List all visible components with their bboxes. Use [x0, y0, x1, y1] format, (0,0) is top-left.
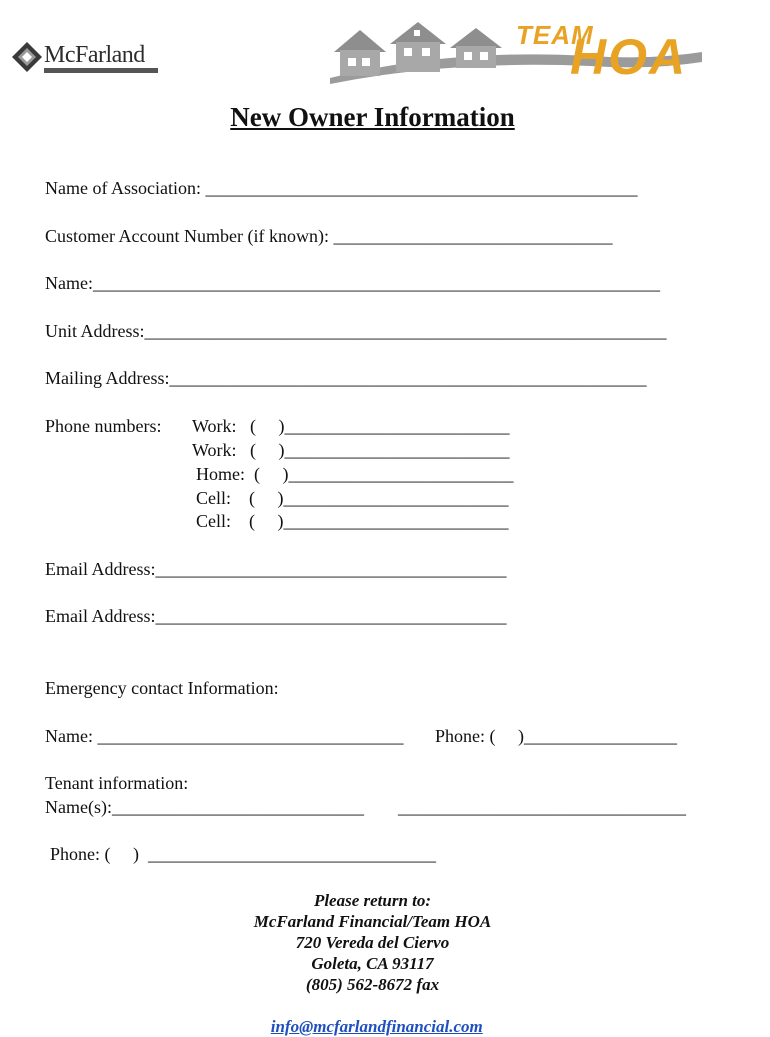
mailing-address-field[interactable]: Mailing Address:_____________________________________________________ — [45, 368, 647, 388]
logo-underbar — [44, 68, 158, 73]
emergency-name-field[interactable]: Name: __________________________________ — [45, 726, 404, 746]
email-address-2-field[interactable]: Email Address:_______________________________________ — [45, 606, 507, 626]
phone-work-1-field[interactable]: Work: ( )_________________________ — [192, 416, 510, 436]
team-hoa-logo — [330, 18, 702, 84]
diamond-logo-icon — [10, 40, 44, 74]
phone-work-2-field[interactable]: Work: ( )_________________________ — [192, 440, 510, 460]
return-city: Goleta, CA 93117 — [311, 954, 434, 973]
tenant-names-field[interactable]: Name(s):____________________________ — [45, 797, 364, 817]
phone-numbers-label: Phone numbers: — [45, 416, 162, 436]
phone-cell-1-field[interactable]: Cell: ( )_________________________ — [196, 488, 509, 508]
phone-home-field[interactable]: Home: ( )_________________________ — [196, 464, 514, 484]
owner-name-field[interactable]: Name:_______________________________________________________________ — [45, 273, 660, 293]
logo-team-text: TEAM — [516, 20, 594, 50]
return-heading: Please return to: — [313, 891, 432, 910]
account-number-field[interactable]: Customer Account Number (if known): _______________________________ — [45, 226, 613, 246]
return-email-link[interactable]: info@mcfarlandfinancial.com — [270, 1017, 483, 1036]
unit-address-field[interactable]: Unit Address:__________________________________________________________ — [45, 321, 667, 341]
emergency-phone-field[interactable]: Phone: ( )_________________ — [435, 726, 677, 746]
logo-hoa-text: HOA — [570, 29, 688, 85]
return-company: McFarland Financial/Team HOA — [253, 912, 492, 931]
logo-wordmark: McFarland — [44, 42, 145, 68]
email-address-1-field[interactable]: Email Address:_______________________________________ — [45, 559, 507, 579]
page-title: New Owner Information — [230, 102, 515, 132]
return-street: 720 Vereda del Ciervo — [295, 933, 450, 952]
tenant-info-heading: Tenant information: — [45, 773, 189, 793]
emergency-contact-heading: Emergency contact Information: — [45, 678, 279, 698]
return-fax: (805) 562-8672 fax — [305, 975, 440, 994]
association-field[interactable]: Name of Association: ________________________________________________ — [45, 178, 638, 198]
mcfarland-logo — [10, 38, 155, 76]
tenant-phone-field[interactable]: Phone: ( ) ________________________________ — [50, 844, 436, 864]
tenant-names-field-2[interactable]: ________________________________ — [398, 797, 686, 817]
phone-cell-2-field[interactable]: Cell: ( )_________________________ — [196, 511, 509, 531]
